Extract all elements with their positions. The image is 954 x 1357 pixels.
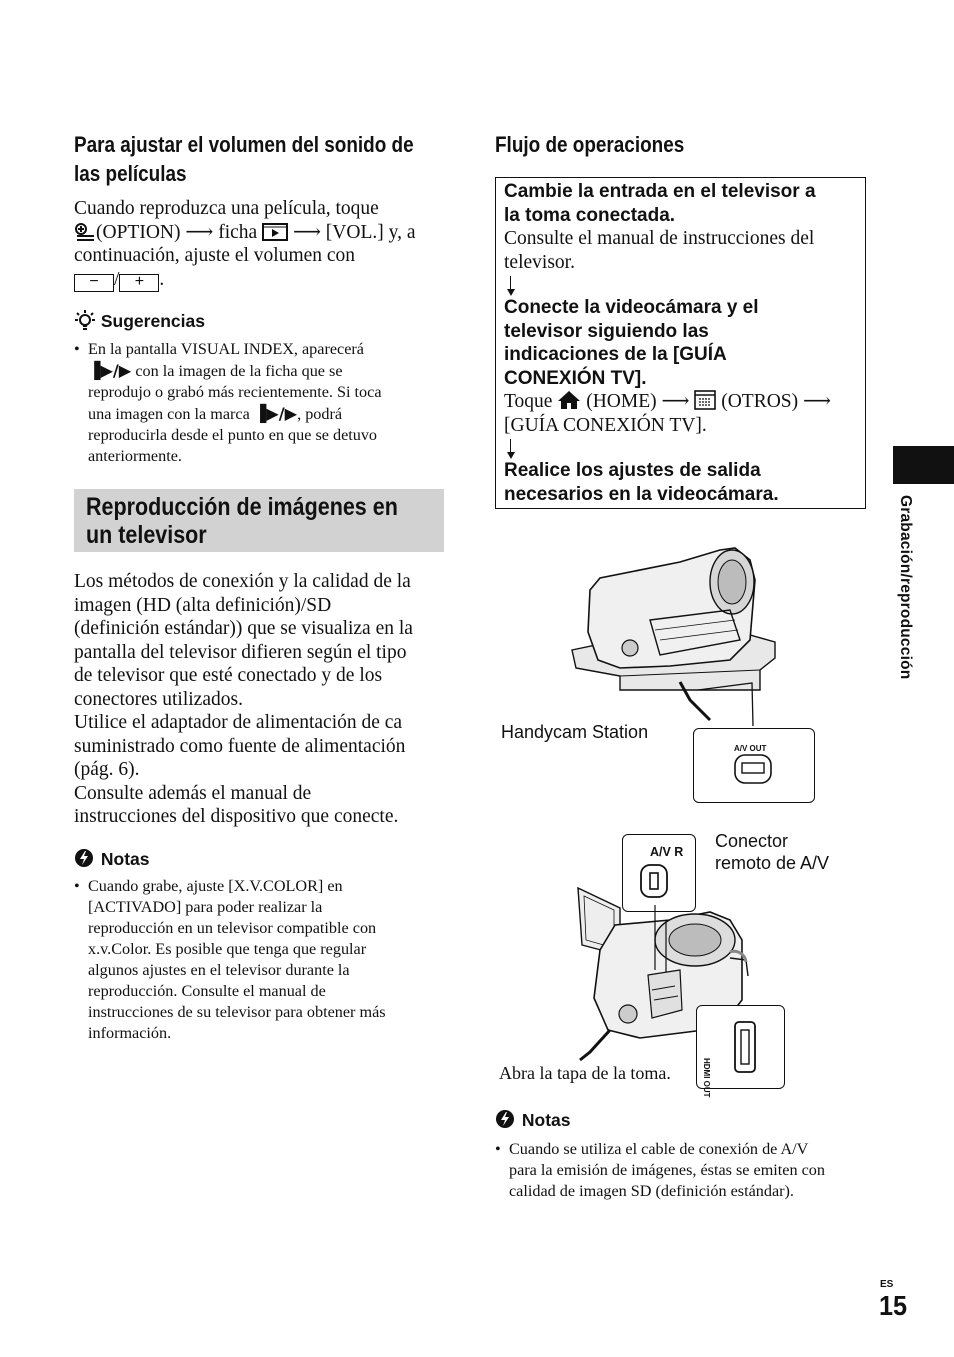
- side-tab-label: Grabación/reproducción: [897, 495, 914, 680]
- flow-box: Cambie la entrada en el televisor a la toma conectada. Consulte el manual de instrucciones del televisor. Conecte la videocámara y el televisor siguiendo las indicaciones de la [GUÍA CONEXIÓN TV]. Toque (HOME) ⟶ (OTROS) ⟶ [GUÍA CONEXIÓN TV]. Realice los ajustes de salida necesarios en la videocámara.: [495, 177, 866, 509]
- option-icon: [74, 223, 96, 241]
- av-out-callout: [693, 728, 815, 803]
- tips-heading: Sugerencias: [74, 309, 205, 332]
- hdmi-jack-icon: [733, 1020, 759, 1076]
- arrow-right-icon: ⟶: [803, 391, 831, 412]
- page-number: 15: [879, 1290, 908, 1321]
- arrow-right-icon: ⟶: [661, 391, 690, 412]
- handycam-station-label: Handycam Station: [501, 722, 649, 742]
- flow-heading: Flujo de operaciones: [495, 132, 685, 157]
- volume-heading-line1: Para ajustar el volumen del sonido de: [74, 132, 414, 157]
- caution-icon: [495, 1109, 517, 1129]
- side-tab-marker: [893, 446, 954, 484]
- hdmi-out-label: HDMI OUT: [702, 1058, 711, 1098]
- open-cover-caption: Abra la tapa de la toma.: [499, 1063, 671, 1083]
- play-pause-icon: ▐▶/▶: [253, 404, 298, 423]
- volume-paragraph: Cuando reproduzca una película, toque (OPTION) ⟶ ficha ⟶ [VOL.] y, a continuación, ajuste el volumen con − / + .: [74, 198, 416, 290]
- av-out-label: A/V OUT: [734, 744, 767, 753]
- note-bullet-right: • Cuando se utiliza el cable de conexión de A/V para la emisión de imágenes, éstas se emiten con calidad de imagen SD (definición estándar).: [495, 1139, 875, 1202]
- volume-minus-button: −: [74, 274, 114, 292]
- arrow-down-icon: [504, 437, 857, 459]
- note-bullet-left: • Cuando grabe, ajuste [X.V.COLOR] en [ACTIVADO] para poder realizar la reproducción en un televisor compatible con x.v.Color. Es posible que tenga que regular algunos ajustes en el televisor durante la reproducción. Consulte el manual de instrucciones de su televisor para obtener más información.: [74, 876, 454, 1044]
- lightbulb-icon: [74, 309, 96, 331]
- av-remote-connector-label: Conector remoto de A/V: [715, 831, 830, 873]
- play-pause-icon: ▐▶/▶: [88, 361, 132, 380]
- handycam-station-illustration: [560, 540, 780, 730]
- arrow-right-icon: ⟶: [292, 221, 321, 243]
- notes-heading-right: Notas: [495, 1109, 571, 1131]
- tip-bullet: • En la pantalla VISUAL INDEX, aparecerá ▐▶/▶ con la imagen de la ficha que se reprodujo o grabó más recientemente. Si toca una imagen con la marca ▐▶/▶, podrá reproducirla desde el punto en que se detuvo anteriormente.: [74, 339, 454, 467]
- caution-icon: [74, 848, 96, 868]
- notes-heading-left: Notas: [74, 848, 150, 870]
- av-out-jack-icon: [734, 754, 774, 784]
- hdmi-out-callout: [696, 1005, 785, 1098]
- tv-connection-paragraph: Los métodos de conexión y la calidad de la imagen (HD (alta definición)/SD (definición estándar)) que se visualiza en la pantalla del televisor difieren según el tipo de televisor que esté conectado y de los conectores utilizados. Utilice el adaptador de alimentación de ca suministrado como fuente de alimentación (pág. 6). Consulte además el manual de instrucciones del dispositivo que conecte.: [74, 571, 413, 827]
- section-title: Reproducción de imágenes en un televisor: [86, 493, 398, 549]
- arrow-right-icon: ⟶: [185, 221, 214, 243]
- arrow-down-icon: [504, 274, 857, 296]
- home-icon: [557, 390, 581, 410]
- volume-plus-button: +: [119, 274, 159, 292]
- play-tab-icon: [262, 223, 288, 241]
- others-icon: [694, 390, 716, 410]
- volume-heading-line2: las películas: [74, 161, 187, 186]
- language-code: ES: [880, 1279, 894, 1290]
- av-r-label: A/V R: [650, 845, 684, 859]
